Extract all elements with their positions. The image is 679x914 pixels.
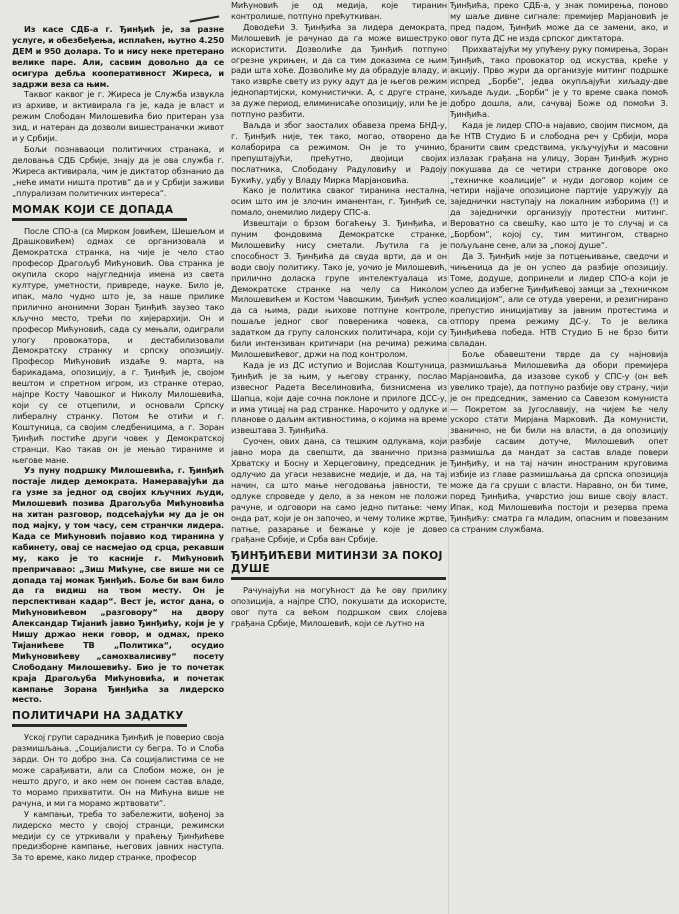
paragraph: Како је политика сваког тиранина нестална, осим што им је злочин иманентан, г. Ђинђић се, помало, онемилио лидеру СПС-а. bbox=[231, 185, 447, 218]
section-heading: ПОЛИТИЧАРИ НА ЗАДАТКУ bbox=[12, 710, 187, 727]
paragraph: Рачунајући на могућност да ће ову прилику опозиција, а најпре СПО, покушати да искористе, овог пута са већом подршком свих слојева грађана Србије, Милошевић, који се љутно на bbox=[231, 585, 447, 629]
paragraph: Ваљда и због заосталих обавеза према БНД-у, г. Ђинђић није, тек тако, могао, отворено да колаборира са режимом. Он је то учинио, препуштајући, прећутно, двојици својих послатника, Слободану Радуловићу и Радоју Букићу, удбу у Владу Мирка Марјановића. bbox=[231, 119, 447, 185]
paragraph: Боље обавештени тврде да су најновија размишљања Милошевића да обори премијера Марјановића, да изазове сукоб у СПС-у (он већ увелико траје), да потпуно разбије ову страну, чији је он председник, заменио са Савезом комуниста — Покретом за Југославију, на чијем ће челу ускоро стати Мирјана Марковић. Да комунисти, званично, не би били на власти, а да опозицију разбије сасвим дотуче, Милошевић опет размишља да мандат за састав владе повери Ђинђићу, и на тај начин иностраним круговима избије из главе размишљања да српска опозиција може да га сруши с власти. Наравно, он би тиме, поред Ђинђића, учврстио још више своју власт. Ипак, код Милошевића постоји и резерва према Ђинђићу: сматра га младим, опасним и повезаним са страним службама. bbox=[450, 349, 668, 534]
paragraph: Извештаји о брзом богаћењу З. Ђинђића, и пуним фондовима Демократске странке, Милошевићу нису сметали. Љутила га је способност З. Ђинђића да свуда врти, да и он води своју политику. Тако је, уочио је Милошевић, прилично доласка групе интелектуалаца из Демократске странке на челу са Николом Милошевићем и Костом Чавошким, Ђинђић успео да са њима, ради њихове потпуне контроле, пошаље једног свог повереника човека, са задатком да групу салонских политичара, који су били интензиван критичари (на речима) режима Милошевићевог, држи на под контролом. bbox=[231, 218, 447, 359]
paragraph: Из касе СДБ-а г. Ђинђић је, за разне услуге, и обезбеђења, исплаћен, њутно 4.250 ДЕМ и 950 долара. То и нису неке претерано велике паре. Али, сасвим довољно да се осигура дебља кооперативност Жиреса, и задржи веза са њим. bbox=[12, 24, 224, 89]
paragraph: Доводећи З. Ђинђића за лидера демократа, Милошевић је рачунао да га може вишеструко искористити. Дозволиће да Ђинђић потпуно огрезне укрињен, и да са тим доказима се њим ради шта хоће. Дозволиће му да обрадује владу, и тако изврће свету из руку адут да је његов режим једнопартијски, комунистички. А, с друге стране, за дуже период, елиминисаће опозицију, или ће је потпуно разбити. bbox=[231, 21, 447, 120]
paragraph: Уској групи сарадника Ђинђић је поверио своја размишљања. „Социјалисти су бегра. То и Слоба зарди. Он то добро зна. Са социјалистима се не може сарађивати, али са Слобом може, он је нешто друго, и ако нем он понем састав владе, то морамо прихватити. Он на Мићуна више не рачуна, и ми га морамо жртвовати“. bbox=[12, 732, 224, 808]
column-right bbox=[450, 0, 668, 534]
section-heading: МОМАК КОЈИ СЕ ДОПАДА bbox=[12, 204, 187, 221]
paragraph: Бољи познаваоци политичких странака, и деловања СДБ Србије, знају да је ова служба г. Жиреса активирала, чим је диктатор обзнанио да „неће имати ништа против“ да и у Србији заживи „плурализам политичких интереса“. bbox=[12, 143, 224, 198]
column-left bbox=[12, 0, 224, 863]
column-middle bbox=[231, 0, 447, 629]
paragraph: Уз пуну подршку Милошевића, г. Ђинђић постаје лидер демократа. Намеравајући да га узме за једног од својих кључних људи, Милошевић позива Драгољуба Мићуновића на хитан разговор, подсећајући му да је он под мајку, у том часу, сем странчки лидера. Када се Мићуновић појавио код тиранина у кабинету, овај се насмејао од срца, рекавши му, како је то касније г. Мићуновић препричавао: „Зиш Мићуне, све више ми се допада тај момак Ђинђић. Боље би вам било да га видиш на твом месту. Он је перспективан кадар“. Вест је, истог дана, о Мићуновићевом „разговору“ на двору Александар Тијанић јавио Ђинђићу, који је у Нишу држао неки говор, и одмах, преко Тијанићеве ТВ „Политика“, осудио Мићуновићеву „самохвалисиву“ посету Слободану Милошевићу. Био је то почетак краја Драгољуба Мићуновића, и почетак кампање Зорана Ђинђића за лидерско место. bbox=[12, 465, 224, 705]
paragraph: Мићуновић је од медија, које тиранин контролише, потпуно прећуткиван. bbox=[231, 0, 447, 21]
paragraph: У кампањи, треба то забележити, вођеној за лидерско место у својој странци, режимски медији су се утркивали у праћењу Ђинђићеве предизборне кампање, његових јавних наступа. За то време, како лидер странке, професор bbox=[12, 808, 224, 863]
paragraph: Када је из ДС иступио и Војислав Коштуница, Ђинђић је за њим, у његову странку, послао извесног Радета Веселиновића, бизнисмена из Шапца, који даје сочна поклоне и прилоге ДСС-у, и има утицај на рад странке. Нарочито у одлуке и планове о даљим активностима, о којима на време извештава З. Ђинђића. bbox=[231, 359, 447, 436]
paragraph: Таквог каквог је г. Жиреса је Служба извукла из архиве, и активирала га је, када је власт и режим Слободан Милошевића био притеран уза зид, и натеран да дозволи вишестраначки живот и у Србији. bbox=[12, 89, 224, 144]
paragraph: Ђинђића, преко СДБ-а, у знак помирења, поново му шаље дивне сигнале: премијер Марјановић је пред падом, Ђинђић може да се замени, ако, и овог пута ДС не изда српског диктатора. bbox=[450, 0, 668, 43]
paragraph: Суочен, ових дана, са тешким одлукама, који јавно мора да свепшти, да званично призна Хрватску и Босну и Херцеговину, председник је одлучио да угаси независне медије, и да, на тај начин, са што мање негодовања јавности, те одлуке спроведе у дело, а за неком не положи рачуне, и одговори на само једно питање: чему онда рат, који је он започео, и чему толике жртве, патње, разарање и бежање у које је довео грађане Србије, и Срба ван Србије. bbox=[231, 436, 447, 545]
section-heading: ЂИНЂИЋЕВИ МИТИНЗИ ЗА ПОКОЈ ДУШЕ bbox=[231, 550, 446, 580]
paragraph: Прихватајући му упућену руку помирења, Зоран Ђинђић, тако провокатор од искуства, креће у акцију. Прво жури да организује митинг подршке испред „Борбе“, једва окупљајући хиљаду-две хиљаде људи. „Борби“ је у то време свака помоћ добро дошла, али, сачувај Боже од помоћи З. Ђинђића. bbox=[450, 43, 668, 120]
paragraph: Да З. Ђинђић није за потцењивање, сведочи и чињеница да је он успео да разбије опозицију. Томе, додуше, допринели и лидер СПО-а који је успео да избегне Ђинђићевој замци за „техничком коалицијом“, али се отуда уверени, и резигнирано препустио иницијативу за јавним протестима и отпору према режиму ДС-у. То је велика Ђинђићева победа. НТВ Студио Б не брзо бити свладан. bbox=[450, 250, 668, 349]
paragraph: После СПО-а (са Мирком Јовићем, Шешељом и Драшковићем) одмах се организовала и Демократска странка, на чије је чело стао професор Драгољуб Мићуновић. Ова странка је окупила скоро најугледнија имена из света културе, уметности, привреде, науке. Било је, ипак, мало чудно што је, за наше прилике прилично анонимни Зоран Ђинђић заузео тако кључно место, трећи по хијерархији. Он и професор Мићуновић, сада су мењали, одиграли улогу провокатора, и дестабилизовали Демократску странку и српску опозицију. Професор Мићуновић издаће 9. марта, на барикадама, опозицију, а г. Ђинђић је, својом вештом и спретном игром, из странке отерао, најпре Косту Чавошког и Николу Милошевића, који су се отцепили, и основали Српску либералну странку. Потом ће отићи и г. Коштуница, са својим следбеницима, а г. Зоран Ђинђић постиће други човек у Демократској странци. Као такав он је мењао тираниме и његове мане. bbox=[12, 225, 224, 465]
paragraph: Када је лидер СПО-а најавио, својим писмом, да ће НТВ Студио Б и слободна реч у Србији, мора бранити свим средствима, укључујући и масовни излазак грађана на улицу, Зоран Ђинђић журно покушава да се четири странке договоре око „техничке коалиције“ и нуди договор којим се четири најјаче опозиционе партије удружују да заједнички наступају на локалним изборима (!) и да заједнички организују протестни митинг. Вероватно са свешћу, као што је то случај и са „Борбом“, којој су, тим митингом, стварно пољуљане сене, али за „покој душе“. bbox=[450, 119, 668, 250]
page-fold bbox=[448, 0, 449, 914]
